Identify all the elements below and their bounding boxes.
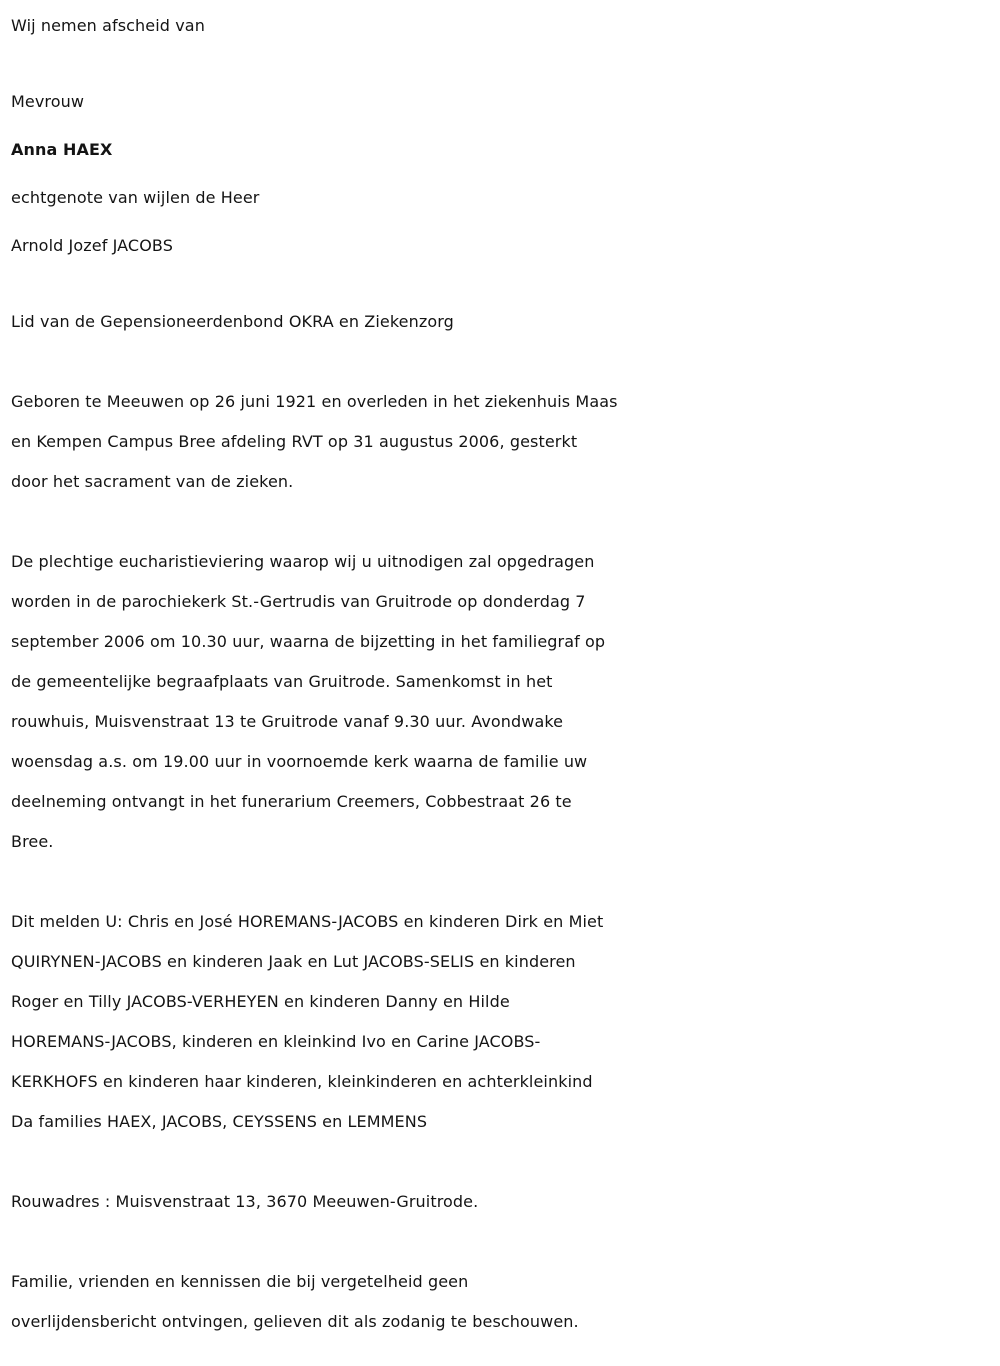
paragraph-line: en Kempen Campus Bree afdeling RVT op 31 augustus 2006, gesterkt [11, 432, 578, 451]
paragraph-line: september 2006 om 10.30 uur, waarna de bijzetting in het familiegraf op [11, 632, 606, 651]
paragraph-line: Bree. [11, 832, 54, 851]
paragraph-line: Dit melden U: Chris en José HOREMANS-JACOBS en kinderen Dirk en Miet [11, 912, 604, 931]
deceased-name: Anna HAEX [11, 140, 113, 159]
honorific: Mevrouw [11, 92, 85, 111]
relation-text: echtgenote van wijlen de Heer [11, 188, 260, 207]
paragraph-line: de gemeentelijke begraafplaats van Gruitrode. Samenkomst in het [11, 672, 553, 691]
birth-death-paragraph [11, 382, 993, 502]
membership-text: Lid van de Gepensioneerdenbond OKRA en Ziekenzorg [11, 312, 454, 331]
paragraph-line: KERKHOFS en kinderen haar kinderen, kleinkinderen en achterkleinkind [11, 1072, 593, 1091]
paragraph-line: overlijdensbericht ontvingen, gelieven dit als zodanig te beschouwen. [11, 1312, 579, 1331]
paragraph-line: HOREMANS-JACOBS, kinderen en kleinkind Ivo en Carine JACOBS- [11, 1032, 541, 1051]
paragraph-line: rouwhuis, Muisvenstraat 13 te Gruitrode vanaf 9.30 uur. Avondwake [11, 712, 564, 731]
paragraph-line: QUIRYNEN-JACOBS en kinderen Jaak en Lut JACOBS-SELIS en kinderen [11, 952, 576, 971]
family-paragraph [11, 902, 993, 1142]
paragraph-line: deelneming ontvangt in het funerarium Creemers, Cobbestraat 26 te [11, 792, 572, 811]
paragraph-line: door het sacrament van de zieken. [11, 472, 294, 491]
paragraph-line: Geboren te Meeuwen op 26 juni 1921 en overleden in het ziekenhuis Maas [11, 392, 618, 411]
funeral-home-address: Rouwadres : Muisvenstraat 13, 3670 Meeuwen-Gruitrode. [11, 1192, 479, 1211]
paragraph-line: worden in de parochiekerk St.-Gertrudis van Gruitrode op donderdag 7 [11, 592, 586, 611]
deceased-block [11, 78, 993, 270]
intro-text: Wij nemen afscheid van [11, 16, 205, 35]
closing-paragraph [11, 1262, 993, 1342]
paragraph-line: Da families HAEX, JACOBS, CEYSSENS en LEMMENS [11, 1112, 428, 1131]
paragraph-line: woensdag a.s. om 19.00 uur in voornoemde kerk waarna de familie uw [11, 752, 588, 771]
obituary-notice [11, 6, 993, 1342]
ceremony-paragraph [11, 542, 993, 862]
paragraph-line: Familie, vrienden en kennissen die bij vergetelheid geen [11, 1272, 469, 1291]
paragraph-line: Roger en Tilly JACOBS-VERHEYEN en kinderen Danny en Hilde [11, 992, 510, 1011]
spouse-name: Arnold Jozef JACOBS [11, 236, 173, 255]
paragraph-line: De plechtige eucharistieviering waarop wij u uitnodigen zal opgedragen [11, 552, 595, 571]
